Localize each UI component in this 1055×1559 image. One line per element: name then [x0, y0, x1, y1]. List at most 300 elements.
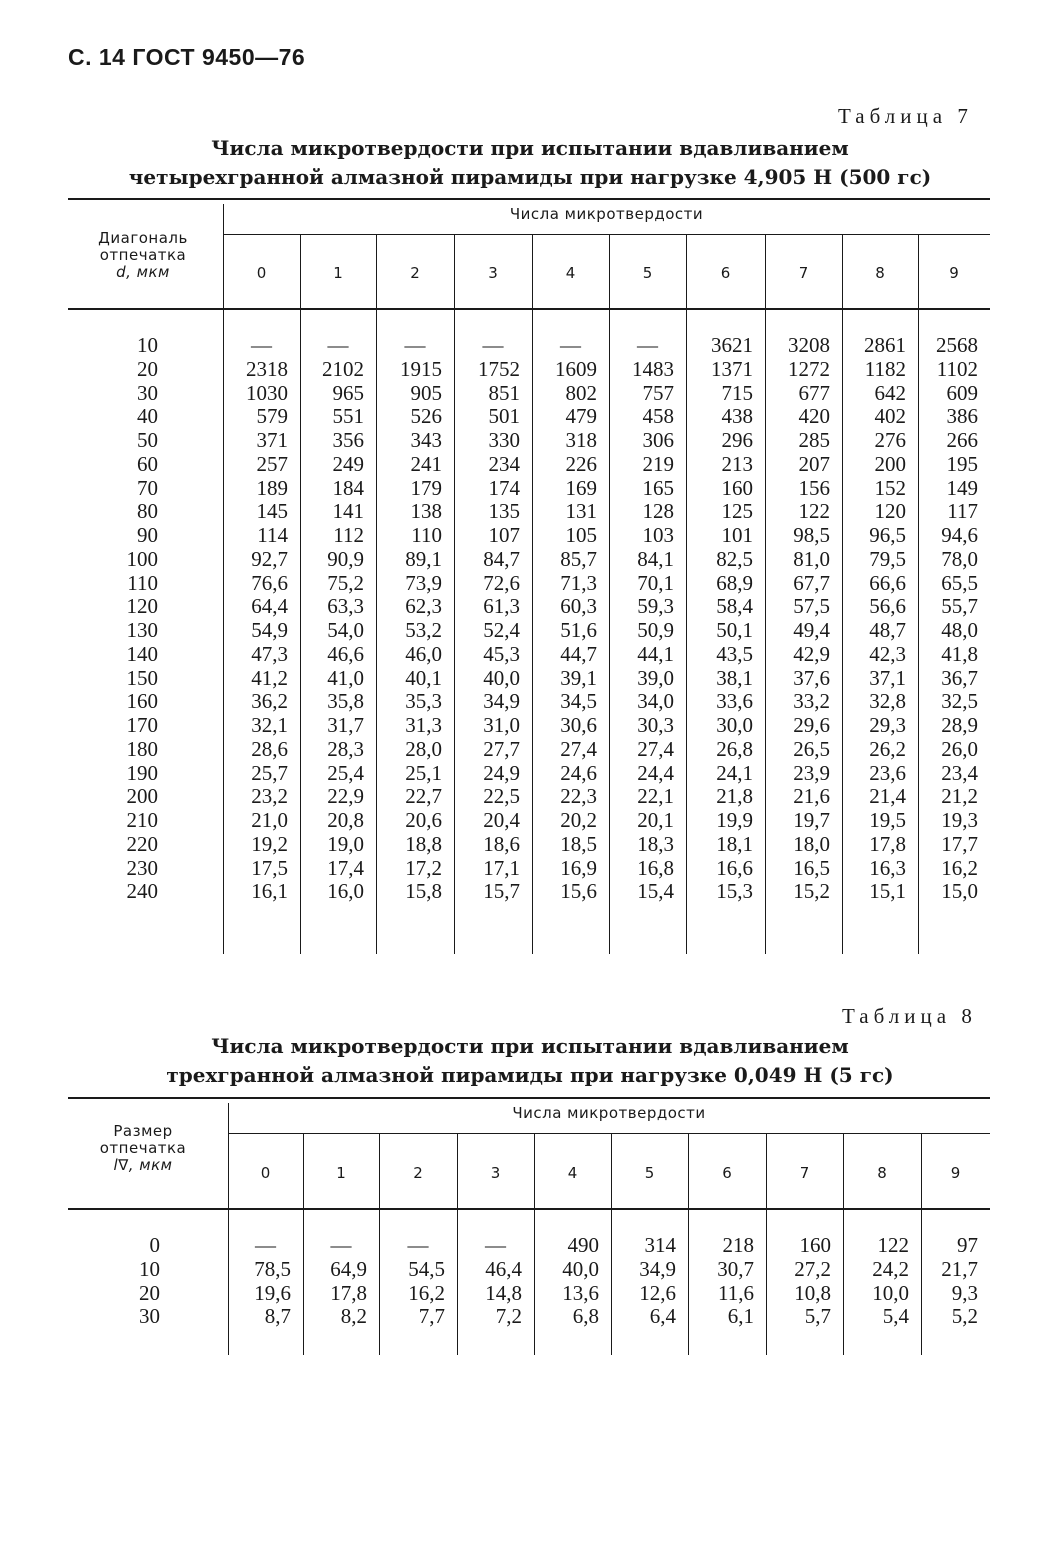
table7-cell: 70,1: [637, 570, 674, 595]
table7-cell: 579: [256, 404, 288, 429]
table7-cell: 26,0: [941, 736, 978, 761]
table7-cell: 34,0: [637, 689, 674, 714]
table7-cell: 22,3: [560, 784, 597, 809]
table7-cell: 420: [798, 404, 830, 429]
table7-cell: 156: [798, 475, 830, 500]
table7-cell: 23,9: [793, 760, 830, 785]
table7-cell: 1102: [936, 356, 978, 381]
table7-cell: 15,3: [716, 879, 753, 904]
table7-cell: 21,0: [251, 808, 288, 832]
table8-row-label: 0: [149, 1233, 160, 1257]
table7-column-header: 3: [488, 264, 498, 282]
table8-cell: 8,2: [340, 1304, 367, 1329]
table7-cell: 32,5: [941, 689, 978, 714]
table7-cell: 46,6: [327, 641, 364, 666]
table7-cell: 24,9: [483, 760, 520, 785]
table7-cell: 851: [488, 380, 520, 405]
table7-header-rule: [68, 308, 990, 310]
table7-stub-header-line3: d, мкм: [116, 263, 170, 281]
table7-cell: 179: [410, 475, 442, 500]
table7-row: [68, 809, 990, 833]
table8-column-header: 8: [877, 1164, 887, 1182]
table7-title-line2: четырехгранной алмазной пирамиды при нагрузке 4,905 Н (500 гс): [128, 165, 932, 189]
table7-cell: 677: [798, 380, 830, 405]
table7-cell: 131: [565, 499, 597, 524]
table7-top-rule: [68, 198, 990, 200]
table8-cell: 218: [722, 1233, 754, 1257]
table8-cell: 46,4: [485, 1256, 522, 1281]
table7-row-label: 140: [126, 641, 158, 666]
table8-title-line2: трехгранной алмазной пирамиды при нагрузке 0,049 Н (5 гс): [166, 1063, 894, 1087]
table8-cell: 27,2: [794, 1256, 831, 1281]
table8-cell: 40,0: [562, 1256, 599, 1281]
table7-cell: 94,6: [941, 523, 978, 547]
table7-row-label: 60: [137, 451, 158, 476]
table7-cell: 184: [332, 475, 364, 500]
table7-title-line1: Числа микротвердости при испытании вдавливанием: [211, 136, 849, 160]
table7-cell: 17,4: [327, 855, 364, 880]
table7-cell: 34,9: [483, 689, 520, 714]
table7-row-label: 200: [126, 784, 158, 809]
table7-cell: 53,2: [405, 618, 442, 642]
table7-cell: 82,5: [716, 546, 753, 571]
table7-cell: 41,2: [251, 665, 288, 690]
table7-cell: 49,4: [793, 618, 830, 642]
table7-column-header: 8: [875, 264, 885, 282]
table7-row: [68, 477, 990, 501]
table7-cell: —: [327, 333, 349, 357]
table7-cell: 107: [488, 523, 520, 547]
table8-cell: 10,8: [794, 1280, 831, 1305]
table7-cell: 241: [410, 451, 442, 476]
table7-cell: 67,7: [793, 570, 830, 595]
table7-cell: 402: [874, 404, 906, 429]
table7-cell: 19,2: [251, 831, 288, 856]
table7-column-header: 9: [949, 264, 959, 282]
table7-cell: 75,2: [327, 570, 364, 595]
table8-cell: —: [485, 1233, 506, 1257]
table7-cell: 16,0: [327, 879, 364, 904]
table7-cell: 39,1: [560, 665, 597, 690]
table7-group-rule: [223, 234, 990, 235]
table7-cell: 84,7: [483, 546, 520, 571]
table8-cell: 6,4: [649, 1304, 676, 1329]
table7-row-label: 50: [137, 428, 158, 452]
table7-column-header: 4: [565, 264, 576, 282]
table7-row: [68, 762, 990, 786]
table7-cell: 23,6: [869, 760, 906, 785]
table7-cell: —: [482, 333, 504, 357]
table7-cell: 20,8: [327, 808, 364, 832]
table7-row-label: 160: [126, 689, 158, 714]
table7-cell: 24,1: [716, 760, 753, 785]
table7-cell: —: [251, 333, 272, 357]
table8-top-rule: [68, 1097, 990, 1099]
table7-cell: 125: [721, 499, 753, 524]
table8-cell: 10,0: [872, 1280, 909, 1305]
table7-row: [68, 619, 990, 643]
table7-cell: 19,9: [716, 808, 753, 832]
table7-cell: 110: [411, 523, 442, 547]
table7-cell: 15,7: [483, 879, 520, 904]
table7-cell: 22,7: [405, 784, 442, 809]
table7-cell: 15,1: [869, 879, 906, 904]
table8-cell: 14,8: [485, 1280, 522, 1305]
table7-cell: 30,0: [716, 713, 753, 737]
table7-cell: 25,1: [405, 760, 442, 785]
table7-row: [68, 880, 990, 904]
table7-cell: 22,5: [483, 784, 520, 809]
table7-cell: 18,8: [405, 831, 442, 856]
table7-cell: 50,1: [716, 618, 753, 642]
table8-cell: 17,8: [330, 1280, 367, 1305]
table8-column-header: 7: [799, 1164, 810, 1182]
table7-cell: 71,3: [560, 570, 597, 595]
table7-cell: 84,1: [637, 546, 674, 571]
table7-cell: 219: [642, 451, 674, 476]
table8-stub-header-line2: отпечатка: [99, 1139, 187, 1157]
table7-cell: 117: [947, 499, 978, 524]
table7-cell: 343: [410, 428, 442, 452]
table7-row: [68, 785, 990, 809]
table8-cell: 78,5: [254, 1256, 291, 1281]
table7-cell: 18,1: [716, 831, 753, 856]
table7-cell: 50,9: [637, 618, 674, 642]
table7-title: [60, 134, 1000, 192]
table7-cell: 24,6: [560, 760, 597, 785]
table8: [68, 1097, 990, 1355]
table7-cell: 25,4: [327, 760, 364, 785]
table7-cell: 96,5: [869, 523, 906, 547]
table7-cell: 15,6: [560, 879, 597, 904]
table7-stub-header: [68, 230, 218, 281]
table8-group-rule: [228, 1133, 990, 1134]
table7-row: [68, 714, 990, 738]
table8-stub-header-line1: Размер: [113, 1122, 173, 1140]
table7-row-label: 120: [126, 594, 158, 619]
table7-cell: 19,3: [941, 808, 978, 832]
table7-cell: 103: [642, 523, 674, 547]
table7-cell: 2318: [246, 356, 288, 381]
table7-cell: 48,0: [941, 618, 978, 642]
table7-cell: 802: [565, 380, 597, 405]
table7-cell: 30,6: [560, 713, 597, 737]
table8-column-header: 9: [950, 1164, 961, 1182]
table7-cell: 27,7: [483, 736, 520, 761]
table7-cell: 28,6: [251, 736, 288, 761]
table7-cell: 24,4: [637, 760, 674, 785]
table7-cell: 226: [565, 451, 597, 476]
table8-column-header: 2: [413, 1164, 423, 1182]
table7-cell: 60,3: [560, 594, 597, 619]
table7-cell: 36,2: [251, 689, 288, 714]
table7-row-label: 70: [137, 475, 158, 500]
table7-cell: 141: [332, 499, 364, 524]
table7-cell: 145: [256, 499, 288, 524]
table8-cell: —: [407, 1233, 429, 1257]
table7-cell: 17,7: [941, 831, 978, 856]
table7-cell: 16,9: [560, 855, 597, 880]
table7-cell: 1915: [400, 356, 442, 381]
table8-cell: 34,9: [639, 1256, 676, 1281]
table8-row-label: 10: [139, 1256, 160, 1281]
table7-cell: 169: [565, 475, 597, 500]
table7-cell: 122: [798, 499, 830, 524]
table8-cell: 19,6: [254, 1280, 291, 1305]
table7-cell: 114: [257, 523, 288, 547]
table7-cell: 266: [946, 428, 978, 452]
table8-label: Таблица 8: [842, 1004, 977, 1028]
table8-cell: 122: [877, 1233, 909, 1257]
table8-cell: 7,7: [418, 1304, 445, 1329]
table7-cell: 195: [946, 451, 978, 476]
table7-cell: 19,5: [869, 808, 906, 832]
table7-cell: 42,3: [869, 641, 906, 666]
table7: [68, 198, 990, 954]
table8-row-label: 30: [139, 1304, 160, 1329]
table7-cell: 20,2: [560, 808, 597, 832]
table7-cell: 2568: [936, 333, 978, 357]
table7-cell: 17,5: [251, 855, 288, 880]
table7-cell: 98,5: [793, 523, 830, 547]
table8-column-header: 1: [336, 1164, 346, 1182]
table7-cell: 15,8: [405, 879, 442, 904]
table7-column-header: 7: [798, 264, 809, 282]
table7-cell: 39,0: [637, 665, 674, 690]
table7-cell: 276: [874, 428, 906, 452]
table7-cell: 29,6: [793, 713, 830, 737]
table8-cell: —: [330, 1233, 352, 1257]
table8-header-rule: [68, 1208, 990, 1210]
table7-column-header: 2: [410, 264, 420, 282]
table7-cell: 29,3: [869, 713, 906, 737]
table7-cell: 68,9: [716, 570, 753, 595]
table7-row: [68, 334, 990, 358]
table7-cell: 174: [488, 475, 520, 500]
table7-cell: 2102: [322, 356, 364, 381]
table8-cell: 97: [957, 1233, 978, 1257]
table7-row-label: 110: [127, 570, 158, 595]
table7-row-label: 180: [126, 736, 158, 761]
table7-cell: 2861: [864, 333, 906, 357]
table7-cell: 58,4: [716, 594, 753, 619]
table7-cell: 81,0: [793, 546, 830, 571]
table7-cell: 16,3: [869, 855, 906, 880]
table7-cell: 18,3: [637, 831, 674, 856]
table7-cell: 207: [798, 451, 830, 476]
page-header: С. 14 ГОСТ 9450—76: [68, 44, 306, 70]
table7-label: Таблица 7: [838, 104, 973, 128]
table7-cell: 76,6: [251, 570, 288, 595]
table7-row-label: 240: [126, 879, 158, 904]
table7-cell: 72,6: [483, 570, 520, 595]
table7-cell: 44,7: [560, 641, 597, 666]
table7-cell: 64,4: [251, 594, 288, 619]
table8-cell: —: [255, 1233, 276, 1257]
table8-cell: 11,6: [718, 1280, 754, 1305]
table7-cell: 16,1: [251, 879, 288, 904]
table7-cell: 120: [874, 499, 906, 524]
table7-cell: 73,9: [405, 570, 442, 595]
table7-cell: 28,3: [327, 736, 364, 761]
table7-cell: 41,0: [327, 665, 364, 690]
table7-cell: 609: [946, 380, 978, 405]
table7-cell: 526: [410, 404, 442, 429]
table7-cell: 21,6: [793, 784, 830, 809]
table8-cell: 21,7: [941, 1256, 978, 1281]
table7-cell: 19,7: [793, 808, 830, 832]
table7-cell: 21,2: [941, 784, 978, 809]
table7-row-label: 190: [126, 760, 158, 785]
table7-cell: 318: [565, 428, 597, 452]
table8-cell: 490: [567, 1233, 599, 1257]
table7-cell: 65,5: [941, 570, 978, 595]
table7-cell: 371: [256, 428, 288, 452]
table7-column-header: 1: [333, 264, 343, 282]
table7-cell: 47,3: [251, 641, 288, 666]
table7-cell: 79,5: [869, 546, 906, 571]
table7-cell: 27,4: [637, 736, 674, 761]
table7-cell: 22,9: [327, 784, 364, 809]
table7-cell: 62,3: [405, 594, 442, 619]
table7-cell: 20,6: [405, 808, 442, 832]
table7-cell: 905: [410, 380, 442, 405]
table8-cell: 16,2: [408, 1280, 445, 1305]
table8-cell: 30,7: [717, 1256, 754, 1281]
table7-cell: 160: [721, 475, 753, 500]
table7-column-header: 6: [720, 264, 731, 282]
table7-cell: 32,1: [251, 713, 288, 737]
table7-row: [68, 382, 990, 406]
table8-cell: 7,2: [495, 1304, 522, 1329]
table7-cell: 1272: [788, 356, 830, 381]
table8-cell: 12,6: [639, 1280, 676, 1305]
table7-cell: 249: [332, 451, 364, 476]
table7-cell: 48,7: [869, 618, 906, 642]
table7-cell: 33,2: [793, 689, 830, 714]
table8-cell: 6,8: [572, 1304, 599, 1329]
table7-cell: —: [637, 333, 658, 357]
table7-cell: 59,3: [637, 594, 674, 619]
table7-cell: 501: [488, 404, 520, 429]
table7-cell: 112: [333, 523, 364, 547]
table7-row: [68, 429, 990, 453]
table8-row: [68, 1258, 990, 1282]
table7-cell: 36,7: [941, 665, 978, 690]
table7-row: [68, 595, 990, 619]
table7-row: [68, 667, 990, 691]
table7-row-label: 90: [137, 523, 158, 547]
table7-row: [68, 548, 990, 572]
table7-cell: 31,3: [405, 713, 442, 737]
table7-column-header: 0: [256, 264, 267, 282]
table7-cell: 438: [721, 404, 753, 429]
table7-cell: 54,0: [327, 618, 364, 642]
table7-cell: 22,1: [637, 784, 674, 809]
table8-cell: 314: [644, 1233, 676, 1257]
table7-cell: 23,2: [251, 784, 288, 809]
table7-cell: 57,5: [793, 594, 830, 619]
table7-row: [68, 453, 990, 477]
table7-cell: 30,3: [637, 713, 674, 737]
table7-cell: 16,2: [941, 855, 978, 880]
table7-cell: —: [404, 333, 426, 357]
table7-row-label: 230: [126, 855, 158, 880]
table7-row-label: 210: [126, 808, 158, 832]
table8-cell: 6,1: [727, 1304, 754, 1329]
table7-cell: 330: [488, 428, 520, 452]
table7-cell: 1609: [555, 356, 597, 381]
table7-cell: 45,3: [483, 641, 520, 666]
table8-cell: 54,5: [408, 1256, 445, 1281]
table7-cell: 40,0: [483, 665, 520, 690]
table7-cell: 55,7: [941, 594, 978, 619]
table8-row: [68, 1305, 990, 1329]
table7-stub-header-line2: отпечатка: [99, 246, 187, 264]
table7-cell: 458: [642, 404, 674, 429]
table7-row: [68, 405, 990, 429]
table7-cell: 34,5: [560, 689, 597, 714]
table7-cell: 27,4: [560, 736, 597, 761]
table7-cell: 37,1: [869, 665, 906, 690]
table7-column-header: 5: [642, 264, 653, 282]
table7-row: [68, 524, 990, 548]
table7-cell: 479: [565, 404, 597, 429]
table8-cell: 5,7: [804, 1304, 831, 1329]
table8-row: [68, 1234, 990, 1258]
table7-cell: 551: [332, 404, 364, 429]
table8-stub-header-line3: l∇, мкм: [113, 1156, 173, 1174]
table8-cell: 9,3: [951, 1280, 978, 1305]
table7-cell: 715: [721, 380, 753, 405]
table8-title: [60, 1032, 1000, 1090]
table7-cell: 26,8: [716, 736, 753, 761]
table7-cell: 16,5: [793, 855, 830, 880]
table7-cell: 40,1: [405, 665, 442, 690]
table7-row-label: 20: [137, 356, 158, 381]
table7-cell: 1752: [478, 356, 520, 381]
table7-cell: 1371: [711, 356, 753, 381]
table7-cell: 44,1: [637, 641, 674, 666]
table7-cell: 92,7: [251, 546, 288, 571]
table7-cell: 21,4: [869, 784, 906, 809]
table8-cell: 160: [799, 1233, 831, 1257]
table7-cell: 43,5: [716, 641, 753, 666]
table7-row-label: 40: [137, 404, 158, 429]
table8-column-header: 5: [644, 1164, 655, 1182]
table8-cell: 5,4: [882, 1304, 909, 1329]
table7-cell: 965: [332, 380, 364, 405]
table7-cell: 3208: [788, 333, 830, 357]
table7-cell: 17,1: [483, 855, 520, 880]
table7-cell: 1483: [632, 356, 674, 381]
table7-cell: 26,5: [793, 736, 830, 761]
table7-cell: 757: [642, 380, 674, 405]
table7-cell: 3621: [711, 333, 753, 357]
table7-cell: 15,4: [637, 879, 674, 904]
table7-cell: 105: [565, 523, 597, 547]
table7-cell: 138: [410, 499, 442, 524]
table7-cell: 152: [874, 475, 906, 500]
table7-cell: 66,6: [869, 570, 906, 595]
table7-cell: 52,4: [483, 618, 520, 642]
table7-cell: 25,7: [251, 760, 288, 785]
table7-cell: 19,0: [327, 831, 364, 856]
table7-cell: 1182: [864, 356, 906, 381]
table8-column-header: 0: [260, 1164, 271, 1182]
table7-cell: 101: [721, 523, 753, 547]
table7-cell: 200: [874, 451, 906, 476]
